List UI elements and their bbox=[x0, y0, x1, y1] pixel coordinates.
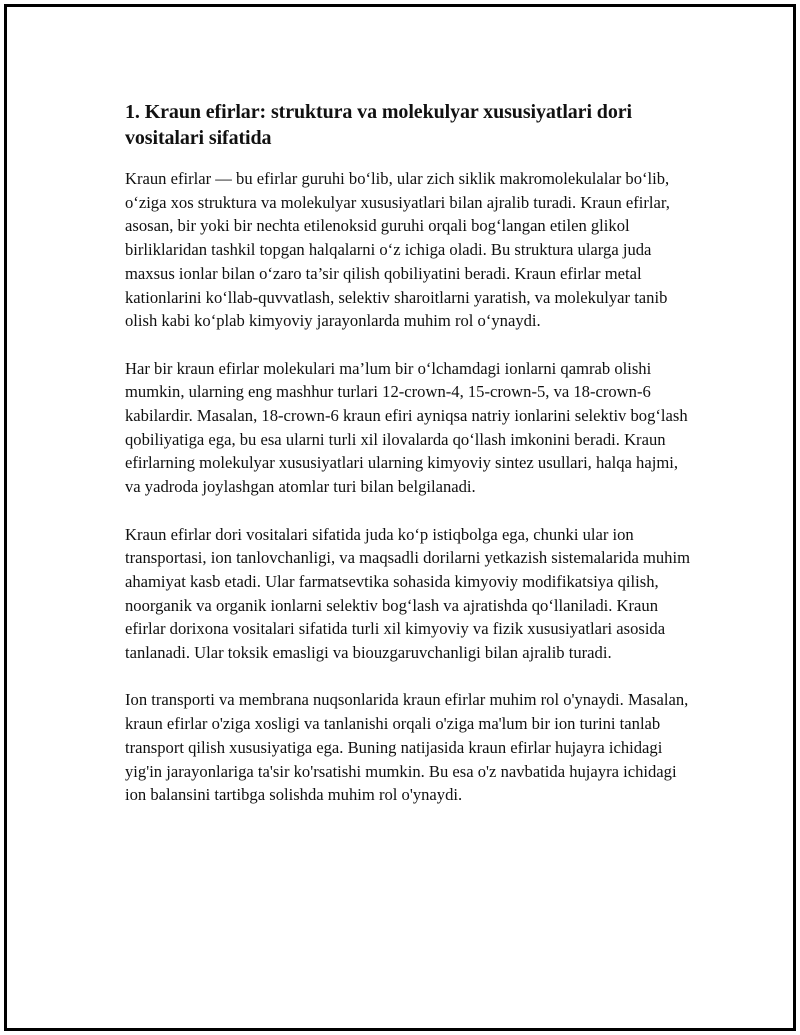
paragraph-3: Kraun efirlar dori vositalari sifatida juda ko‘p istiqbolga ega, chunki ular ion transportasi, ion tanlovchanligi, va maqsadli dorilarni yetkazish sistemalarida muhim ahamiyat kasb etadi. Ular farmatsevtika sohasida kimyoviy modifikatsiya qilish, noorganik va organik ionlarni selektiv bog‘lash va ajratishda qo‘llaniladi. Kraun efirlar dorixona vositalari sifatida turli xil kimyoviy va fizik xususiyatlari asosida tanlanadi. Ular toksik emasligi va biouzgaruvchanligi bilan ajralib turadi. bbox=[125, 524, 690, 663]
paragraph-2: Har bir kraun efirlar molekulari ma’lum bir o‘lchamdagi ionlarni qamrab olishi mumkin, ularning eng mashhur turlari 12-crown-4, 15-crown-5, va 18-crown-6 kabilardir. Masalan, 18-crown-6 kraun efiri ayniqsa natriy ionlarini selektiv bog‘lash qobiliyatiga ega, bu esa ularni turli xil ilovalarda qo‘llash imkonini beradi. Kraun efirlarning molekulyar xususiyatlari ularning kimyoviy sintez usullari, halqa hajmi, va yadroda joylashgan atomlar turi bilan belgilanadi. bbox=[125, 358, 688, 497]
paragraph-1: Kraun efirlar — bu efirlar guruhi bo‘lib, ular zich siklik makromolekulalar bo‘lib, o‘ziga xos struktura va molekulyar xususiyatlari bilan ajralib turadi. Kraun efirlar, asosan, bir yoki bir nechta etilenoksid guruhi orqali bog‘langan etilen glikol birliklaridan tashkil topgan halqalarni o‘z ichiga oladi. Bu struktura ularga juda maxsus ionlar bilan o‘zaro ta’sir qilish qobiliyatini beradi. Kraun efirlar metal kationlarini ko‘llab-quvvatlash, selektiv sharoitlarni yaratish, va molekulyar tanib olish kabi ko‘plab kimyoviy jarayonlarda muhim rol o‘ynaydi. bbox=[125, 169, 670, 331]
page-frame bbox=[4, 4, 796, 1031]
document-body bbox=[125, 99, 695, 831]
document-title: 1. Kraun efirlar: struktura va molekulyar xususiyatlari dori vositalari sifatida bbox=[125, 101, 632, 149]
paragraph-4: Ion transporti va membrana nuqsonlarida kraun efirlar muhim rol o'ynaydi. Masalan, kraun efirlar o'ziga xosligi va tanlanishi orqali o'ziga ma'lum bir ion turini tanlab transport qilish xususiyatiga ega. Buning natijasida kraun efirlar hujayra ichidagi yig'in jarayonlariga ta'sir ko'rsatishi mumkin. Bu esa o'z navbatida hujayra ichidagi ion balansini tartibga solishda muhim rol o'ynaydi. bbox=[125, 690, 689, 805]
